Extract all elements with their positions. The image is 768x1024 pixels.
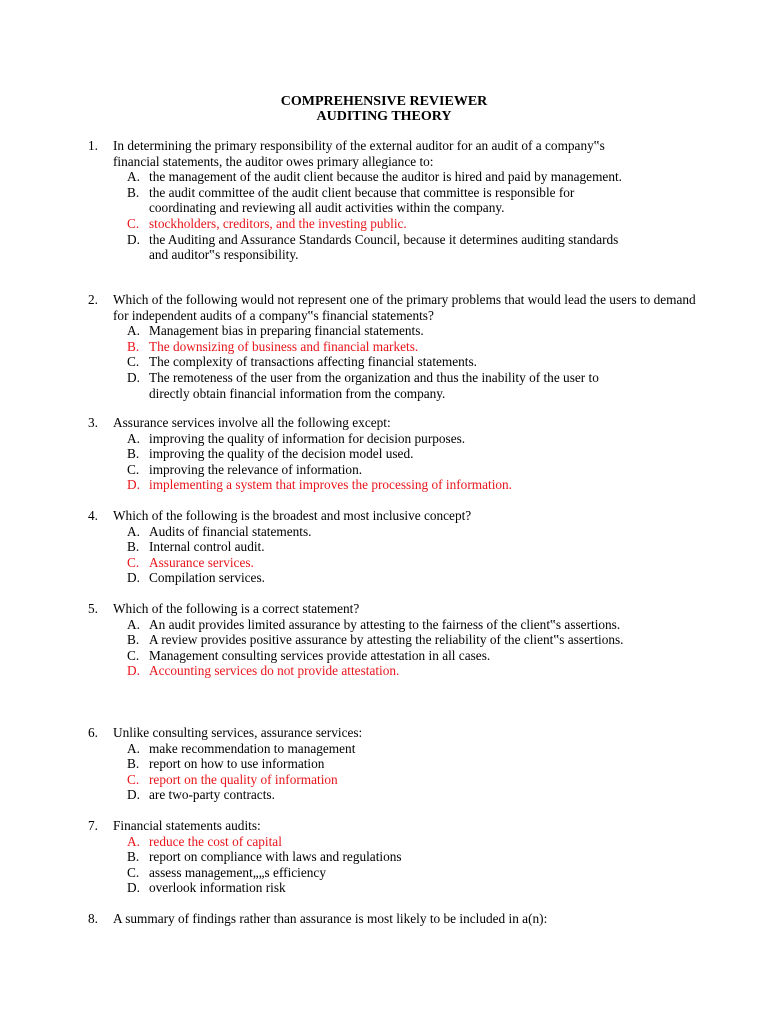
option-list [88,323,688,401]
option-text: improving the quality of the decision model used. [149,446,414,462]
option-text: Compilation services. [149,570,265,586]
option-text: An audit provides limited assurance by attesting to the fairness of the client‟s assertions. [149,616,621,632]
option-d [127,880,688,896]
option-b [127,632,688,648]
option-d [127,570,688,586]
option-text: Internal control audit. [149,539,265,555]
option-letter: B. [127,632,140,648]
option-text: The remoteness of the user from the organization and thus the inability of the user to directly obtain financial information from the company. [149,369,599,401]
question-text: Which of the following is a correct statement? [113,601,360,616]
option-list [88,741,688,803]
option-letter: D. [127,570,140,586]
option-text: make recommendation to management [149,740,356,756]
option-text: reduce the cost of capital [149,833,282,849]
question-1 [88,138,688,263]
option-text: A review provides positive assurance by attesting the reliability of the client‟s assertions. [149,632,624,648]
option-letter: C. [127,461,140,477]
option-d [127,787,688,803]
option-letter: B. [127,756,140,772]
option-letter: C. [127,771,140,787]
question-number: 2. [88,292,98,307]
question-7 [88,818,688,896]
question-text: A summary of findings rather than assurance is most likely to be included in a(n): [113,911,548,926]
option-b [127,539,688,555]
option-text: are two-party contracts. [149,787,275,803]
option-text: overlook information risk [149,880,286,896]
question-5 [88,601,688,679]
option-a [127,169,688,185]
option-c [127,648,688,664]
option-a [127,524,688,540]
option-a [127,741,688,757]
option-letter: D. [127,663,140,679]
option-text: implementing a system that improves the processing of information. [149,477,513,493]
option-d [127,370,688,401]
option-text: improving the quality of information for decision purposes. [149,430,466,446]
option-d [127,663,688,679]
option-list [88,617,688,679]
option-letter: B. [127,539,140,555]
option-letter: C. [127,647,140,663]
option-a [127,323,688,339]
option-letter: D. [127,231,140,247]
option-letter: C. [127,215,140,231]
question-2 [88,292,696,401]
question-text: Financial statements audits: [113,818,261,833]
option-letter: B. [127,849,140,865]
question-number: 7. [88,818,98,833]
option-b [127,446,688,462]
option-letter: A. [127,740,140,756]
option-letter: A. [127,616,140,632]
option-d [127,232,688,263]
option-letter: D. [127,477,140,493]
option-list [88,169,688,263]
option-letter: C. [127,354,140,370]
option-text: assess management„„s efficiency [149,864,326,880]
option-text: The downsizing of business and financial markets. [149,338,419,354]
option-c [127,865,688,881]
option-list [88,524,688,586]
question-number: 4. [88,508,98,523]
option-b [127,756,688,772]
option-letter: A. [127,323,140,339]
option-text: improving the relevance of information. [149,461,363,477]
option-text: Assurance services. [149,554,254,570]
option-letter: C. [127,864,140,880]
option-letter: A. [127,169,140,185]
question-text: Which of the following is the broadest and most inclusive concept? [113,508,472,523]
option-a [127,431,688,447]
option-text: Audits of financial statements. [149,523,312,539]
question-number: 3. [88,415,98,430]
option-text: the audit committee of the audit client because that committee is responsible for coordinating and reviewing all audit activities within the company. [149,184,575,216]
question-6 [88,725,688,803]
option-a [127,834,688,850]
question-4 [88,508,688,586]
question-number: 6. [88,725,98,740]
option-letter: D. [127,369,140,385]
question-3 [88,415,688,493]
document-subtitle: AUDITING THEORY [316,109,452,124]
option-text: report on how to use information [149,756,325,772]
option-text: Accounting services do not provide attestation. [149,663,400,679]
option-letter: C. [127,554,140,570]
option-letter: A. [127,523,140,539]
question-text: In determining the primary responsibility of the external auditor for an audit of a company‟s financial statements, the auditor owes primary allegiance to: [113,138,605,169]
option-letter: D. [127,787,140,803]
option-c [127,354,688,370]
question-text: Unlike consulting services, assurance services: [113,725,363,740]
option-text: the Auditing and Assurance Standards Council, because it determines auditing standards and auditor‟s responsibility. [149,231,619,263]
option-text: Management bias in preparing financial statements. [149,323,424,339]
option-c [127,555,688,571]
option-letter: D. [127,880,140,896]
option-b [127,185,688,216]
option-letter: B. [127,184,140,200]
option-letter: A. [127,833,140,849]
document-title: COMPREHENSIVE REVIEWER [280,94,488,109]
option-text: report on compliance with laws and regulations [149,849,402,865]
option-d [127,477,688,493]
option-letter: B. [127,338,140,354]
option-b [127,339,688,355]
option-letter: B. [127,446,140,462]
option-text: report on the quality of information [149,771,338,787]
option-text: the management of the audit client because the auditor is hired and paid by management. [149,169,622,185]
question-number: 8. [88,911,98,926]
question-text: Which of the following would not represent one of the primary problems that would lead the users to demand for independent audits of a company‟s financial statements? [113,292,696,323]
option-b [127,849,688,865]
option-text: The complexity of transactions affecting financial statements. [149,354,478,370]
option-text: stockholders, creditors, and the investing public. [149,215,407,231]
question-8 [88,911,688,927]
question-text: Assurance services involve all the following except: [113,415,391,430]
option-a [127,617,688,633]
option-c [127,772,688,788]
option-list [88,431,688,493]
option-letter: A. [127,430,140,446]
question-number: 1. [88,138,98,153]
option-text: Management consulting services provide attestation in all cases. [149,647,491,663]
option-c [127,462,688,478]
option-list [88,834,688,896]
question-number: 5. [88,601,98,616]
option-c [127,216,688,232]
